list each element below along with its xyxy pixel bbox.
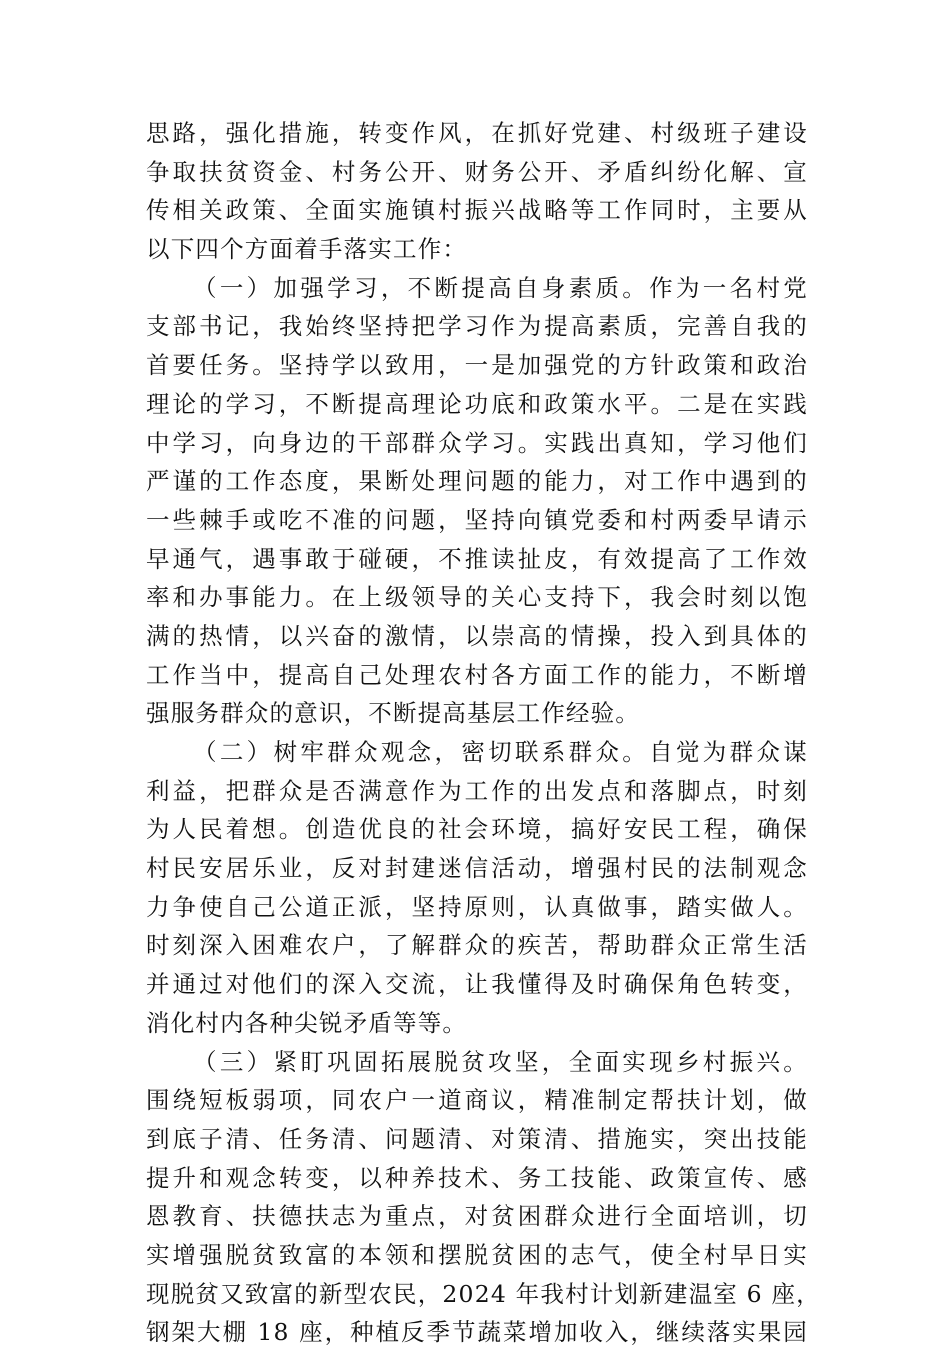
text-line: 并通过对他们的深入交流，让我懂得及时确保角色转变，: [146, 970, 808, 999]
text-line: 以下四个方面着手落实工作：: [146, 235, 468, 264]
text-line: 力争使自己公道正派，坚持原则，认真做事，踏实做人。: [146, 892, 808, 921]
text-line: 一些棘手或吃不准的问题，坚持向镇党委和村两委早请示: [146, 505, 808, 534]
text-line: 提升和观念转变，以种养技术、务工技能、政策宣传、感: [146, 1163, 808, 1192]
text-line: 争取扶贫资金、村务公开、财务公开、矛盾纠纷化解、宣: [146, 157, 808, 186]
text-line: 中学习，向身边的干部群众学习。实践出真知，学习他们: [146, 428, 808, 457]
text-line: （一）加强学习，不断提高自身素质。作为一名村党: [193, 273, 808, 302]
text-line: 时刻深入困难农户，了解群众的疾苦，帮助群众正常生活: [146, 931, 808, 960]
text-line: 到底子清、任务清、问题清、对策清、措施实，突出技能: [146, 1124, 808, 1153]
text-line: 率和办事能力。在上级领导的关心支持下，我会时刻以饱: [146, 583, 808, 612]
text-line: 围绕短板弱项，同农户一道商议，精准制定帮扶计划，做: [146, 1086, 808, 1115]
text-line: 消化村内各种尖锐矛盾等等。: [146, 1008, 468, 1037]
text-line: 传相关政策、全面实施镇村振兴战略等工作同时，主要从: [146, 196, 808, 225]
text-line: 首要任务。坚持学以致用，一是加强党的方针政策和政治: [146, 351, 808, 380]
text-line: 钢架大棚 18 座，种植反季节蔬菜增加收入，继续落实果园: [146, 1318, 808, 1347]
text-line: 工作当中，提高自己处理农村各方面工作的能力，不断增: [146, 660, 808, 689]
text-line: （二）树牢群众观念，密切联系群众。自觉为群众谋: [193, 738, 808, 766]
text-line: 利益，把群众是否满意作为工作的出发点和落脚点，时刻: [146, 776, 808, 805]
text-line: 为人民着想。创造优良的社会环境，搞好安民工程，确保: [146, 815, 808, 844]
text-line: 强服务群众的意识，不断提高基层工作经验。: [146, 699, 640, 728]
text-line: 严谨的工作态度，果断处理问题的能力，对工作中遇到的: [146, 467, 808, 496]
text-line: 满的热情，以兴奋的激情，以崇高的情操，投入到具体的: [146, 621, 808, 650]
text-line: 早通气，遇事敢于碰硬，不推读扯皮，有效提高了工作效: [146, 544, 808, 573]
text-line: 恩教育、扶德扶志为重点，对贫困群众进行全面培训，切: [146, 1202, 808, 1231]
text-line: 思路，强化措施，转变作风，在抓好党建、村级班子建设: [146, 119, 808, 147]
text-line: （三）紧盯巩固拓展脱贫攻坚，全面实现乡村振兴。: [193, 1047, 808, 1076]
text-line: 村民安居乐业，反对封建迷信活动，增强村民的法制观念: [146, 854, 808, 883]
text-line: 实增强脱贫致富的本领和摆脱贫困的志气，使全村早日实: [146, 1240, 808, 1269]
text-line: 理论的学习，不断提高理论功底和政策水平。二是在实践: [146, 389, 808, 418]
text-line: 现脱贫又致富的新型农民，2024 年我村计划新建温室 6 座，: [146, 1279, 821, 1308]
text-line: 支部书记，我始终坚持把学习作为提高素质，完善自我的: [146, 312, 808, 341]
document-body-text: [146, 114, 821, 1352]
